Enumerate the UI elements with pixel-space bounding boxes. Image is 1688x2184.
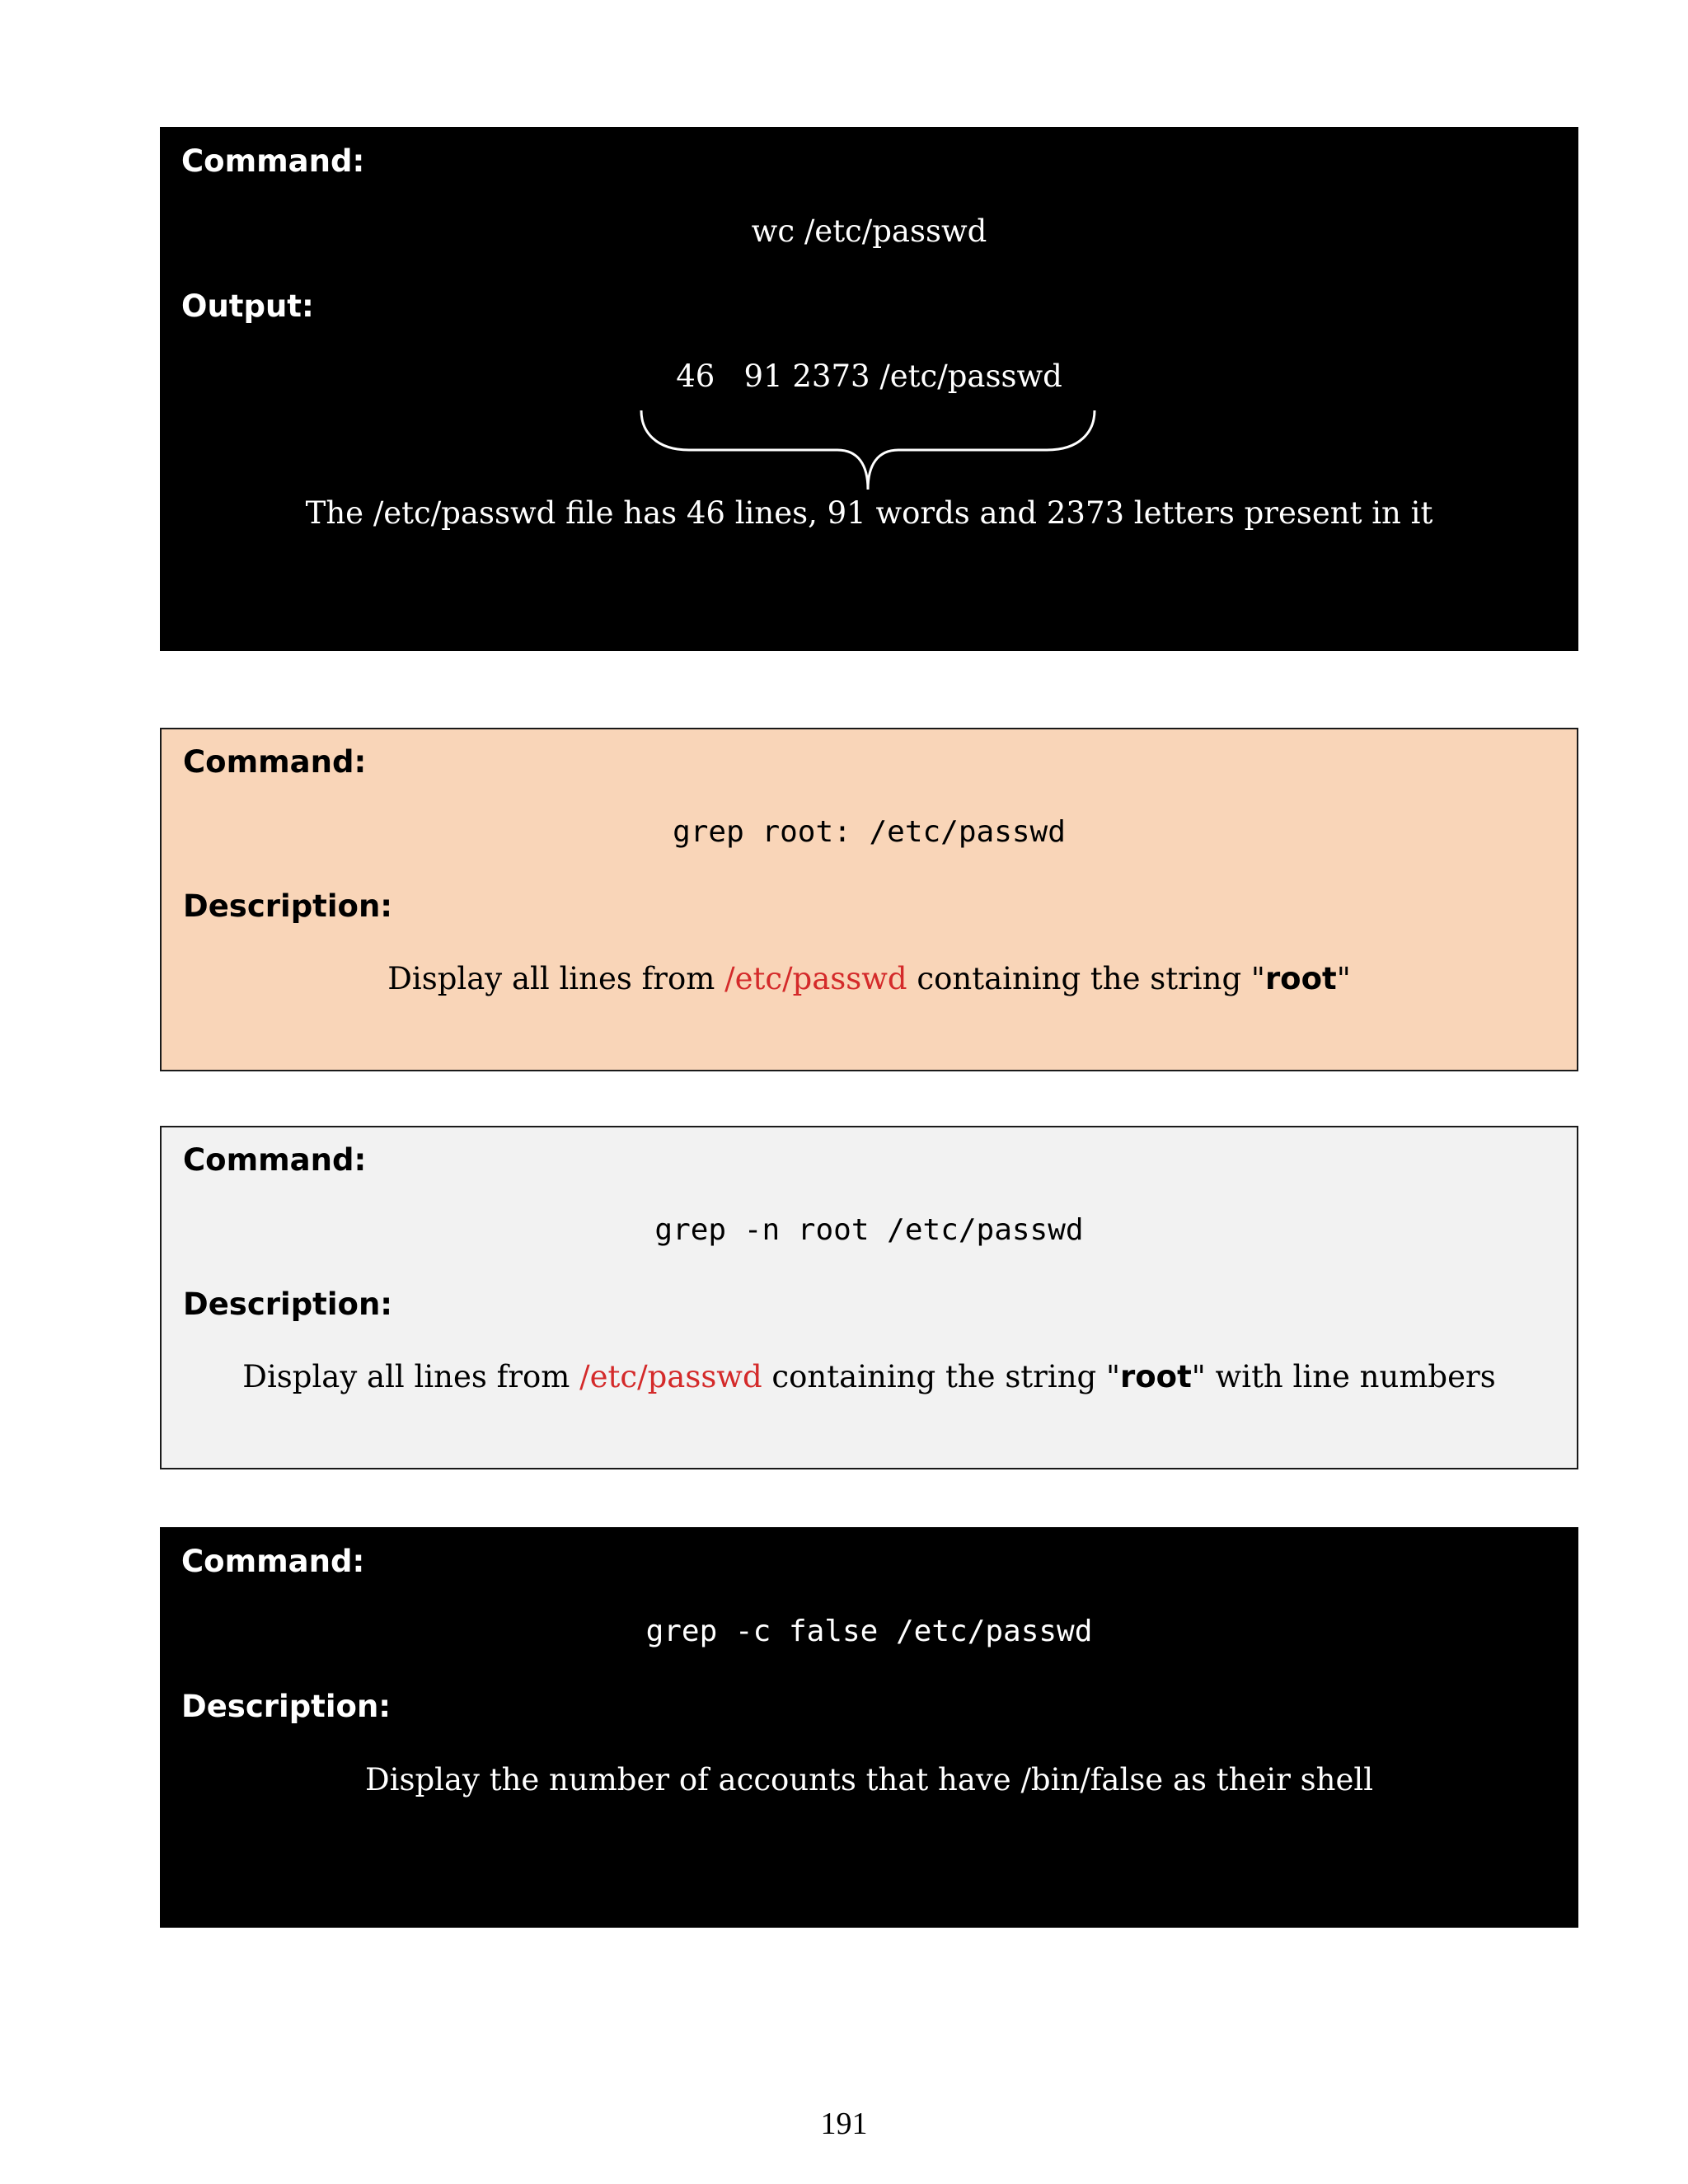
command-label: Command: [183, 744, 367, 780]
description-text: Display all lines from /etc/passwd containing the string "root" with line numbers [242, 1359, 1496, 1394]
search-string: root [1264, 961, 1337, 996]
description-text: Display the number of accounts that have /bin/false as their shell [364, 1762, 1374, 1797]
command-text: grep -c false /etc/passwd [645, 1615, 1093, 1648]
description-label: Description: [181, 1689, 392, 1724]
page-number: 191 [820, 2107, 868, 2141]
grep-line-numbers-command-box [160, 1126, 1578, 1469]
file-path: /etc/passwd [579, 1359, 762, 1394]
output-text: 46 91 2373 /etc/passwd [676, 359, 1062, 394]
grep-root-command-box [160, 728, 1578, 1071]
wc-command-box [160, 127, 1578, 651]
command-label: Command: [181, 143, 365, 179]
command-text: grep -n root /etc/passwd [654, 1213, 1084, 1247]
description-label: Description: [183, 1286, 393, 1322]
output-explanation: The /etc/passwd file has 46 lines, 91 words and 2373 letters present in it [305, 495, 1433, 531]
search-string: root [1120, 1359, 1192, 1394]
output-label: Output: [181, 288, 314, 324]
command-text: grep root: /etc/passwd [673, 815, 1066, 849]
command-text: wc /etc/passwd [751, 213, 987, 249]
command-label: Command: [181, 1544, 365, 1579]
description-text: Display all lines from /etc/passwd containing the string "root" [387, 961, 1351, 996]
command-label: Command: [183, 1142, 367, 1178]
grep-count-command-box [160, 1527, 1578, 1928]
file-path: /etc/passwd [724, 961, 907, 996]
description-label: Description: [183, 888, 393, 924]
curly-brace-icon [640, 407, 1096, 494]
